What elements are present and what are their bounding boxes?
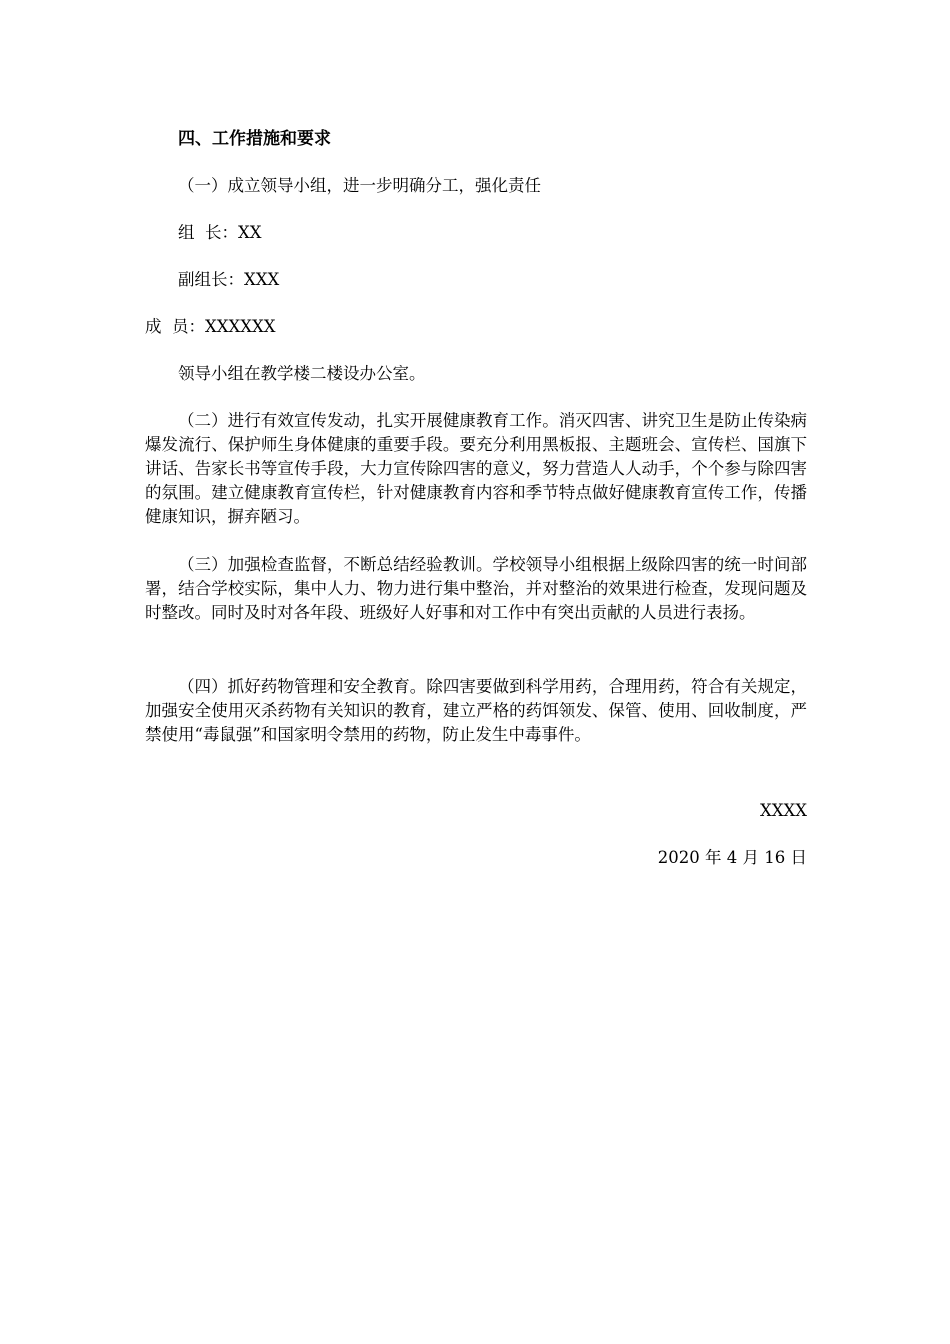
paragraph-publicity: （二）进行有效宣传发动，扎实开展健康教育工作。消灭四害、讲究卫生是防止传染病爆发流行、保护师生身体健康的重要手段。要充分利用黑板报、主题班会、宣传栏、国旗下讲话、告家长书等宣传手段，大力宣传除四害的意义，努力营造人人动手，个个参与除四害的氛围。建立健康教育宣传栏，针对健康教育内容和季节特点做好健康教育宣传工作，传播健康知识，摒弃陋习。 xyxy=(145,411,807,526)
office-line: 领导小组在教学楼二楼设办公室。 xyxy=(178,364,426,383)
document-date: 2020 年 4 月 16 日 xyxy=(657,848,807,867)
paragraph-drug-management: （四）抓好药物管理和安全教育。除四害要做到科学用药，合理用药，符合有关规定，加强安全使用灭杀药物有关知识的教育，建立严格的药饵领发、保管、使用、回收制度，严禁使用“毒鼠强”和国家明令禁用的药物，防止发生中毒事件。 xyxy=(145,677,807,744)
members-line: 成 员：XXXXXX xyxy=(145,317,276,336)
leader-line: 组 长：XX xyxy=(178,223,262,242)
signature: XXXX xyxy=(760,801,807,820)
section-heading: 四、工作措施和要求 xyxy=(178,129,331,149)
subsection-title-leadership: （一）成立领导小组，进一步明确分工，强化责任 xyxy=(178,176,541,195)
paragraph-inspection: （三）加强检查监督，不断总结经验教训。学校领导小组根据上级除四害的统一时间部署，结合学校实际，集中人力、物力进行集中整治，并对整治的效果进行检查，发现问题及时整改。同时及时对各年段、班级好人好事和对工作中有突出贡献的人员进行表扬。 xyxy=(145,555,807,622)
deputy-leader-line: 副组长：XXX xyxy=(178,270,280,289)
